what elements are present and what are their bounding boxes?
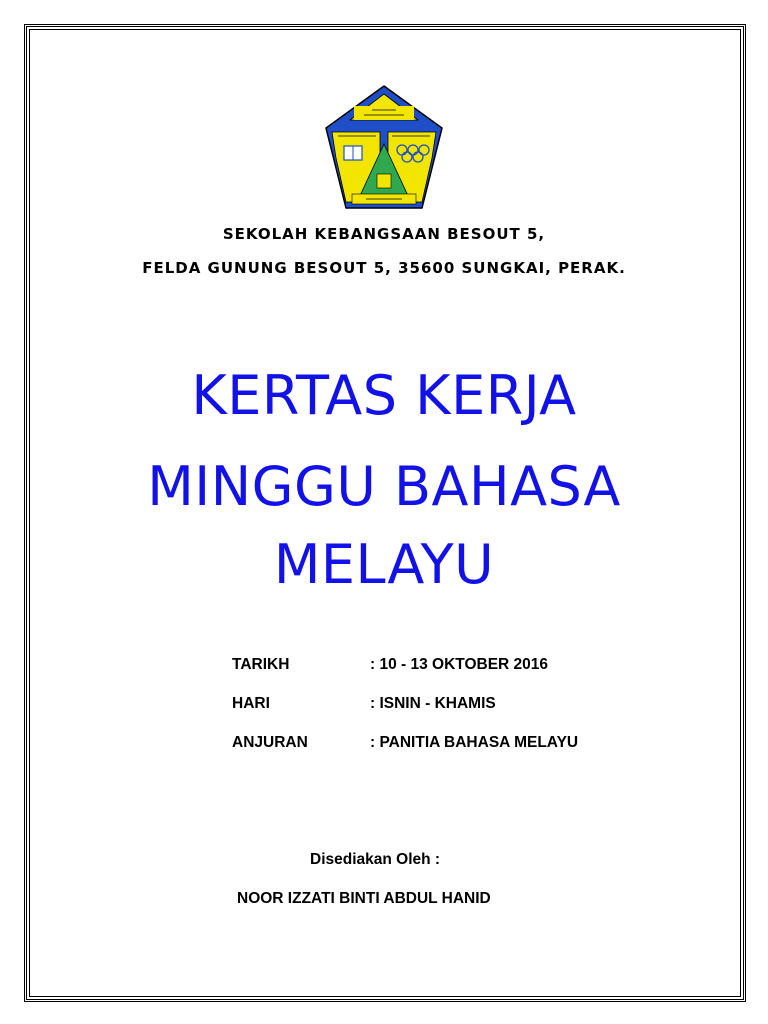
detail-label: ANJURAN [232, 734, 308, 751]
document-title-line-2: MINGGU BAHASA [147, 455, 621, 518]
author-name: NOOR IZZATI BINTI ABDUL HANID [237, 890, 491, 907]
document-title-line-3: MELAYU [273, 533, 495, 596]
school-address: FELDA GUNUNG BESOUT 5, 35600 SUNGKAI, PERAK. [142, 259, 626, 277]
school-name: SEKOLAH KEBANGSAAN BESOUT 5, [222, 225, 546, 243]
detail-value: : PANITIA BAHASA MELAYU [370, 734, 579, 751]
detail-value: : ISNIN - KHAMIS [370, 695, 496, 712]
detail-label: TARIKH [232, 656, 290, 673]
detail-value: : 10 - 13 OKTOBER 2016 [370, 656, 549, 673]
school-crest-logo [322, 84, 446, 212]
document-title-line-1: KERTAS KERJA [191, 364, 577, 427]
prepared-by-label: Disediakan Oleh : [310, 851, 441, 868]
detail-label: HARI [232, 695, 270, 712]
